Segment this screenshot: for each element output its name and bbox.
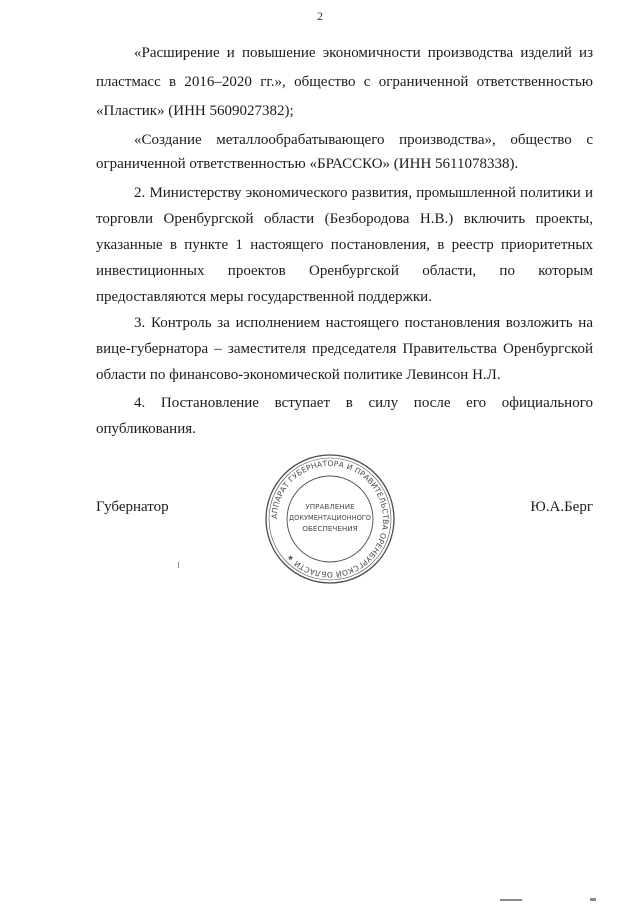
- signature-name: Ю.А.Берг: [530, 499, 593, 515]
- paragraph-4-line-1: 3. Контроль за исполнением настоящего постановления возложить на: [134, 315, 593, 331]
- paragraph-4-line-2: вице-губернатора – заместителя председателя Правительства Оренбургской: [96, 341, 593, 357]
- paragraph-3-line-5: предоставляются меры государственной поддержки.: [96, 289, 432, 305]
- paragraph-3-line-4: инвестиционных проектов Оренбургской области, по которым: [96, 263, 593, 279]
- seal-stamp-graphic: [263, 452, 397, 586]
- scan-speck: [500, 899, 522, 901]
- seal-ring-text: АППАРАТ ГУБЕРНАТОРА И ПРАВИТЕЛЬСТВА ОРЕНБУРГСКОЙ ОБЛАСТИ ★: [269, 458, 391, 580]
- scan-speck: [590, 898, 596, 901]
- seal-center-line-3: ОБЕСПЕЧЕНИЯ: [302, 524, 358, 533]
- paragraph-1-line-2: пластмасс в 2016–2020 гг.», общество с ограниченной ответственностью: [96, 74, 593, 90]
- paragraph-5-line-2: опубликования.: [96, 421, 196, 437]
- seal-center-line-2: ДОКУМЕНТАЦИОННОГО: [289, 514, 371, 522]
- page-number: 2: [317, 9, 323, 23]
- paragraph-3-line-2: торговли Оренбургской области (Безбородова Н.В.) включить проекты,: [96, 211, 593, 227]
- paragraph-1-line-1: «Расширение и повышение экономичности производства изделий из: [134, 45, 593, 61]
- paragraph-3-line-3: указанные в пункте 1 настоящего постановления, в реестр приоритетных: [96, 237, 593, 253]
- official-seal: [263, 452, 397, 586]
- paragraph-3-line-1: 2. Министерству экономического развития, промышленной политики и: [134, 185, 593, 201]
- paragraph-5-line-1: 4. Постановление вступает в силу после его официального: [134, 395, 593, 411]
- paragraph-1-line-3: «Пластик» (ИНН 5609027382);: [96, 103, 294, 119]
- signature-title: Губернатор: [96, 499, 169, 515]
- paragraph-2-line-1: «Создание металлообрабатывающего производства», общество с: [134, 132, 593, 148]
- scan-speck: [178, 562, 179, 568]
- paragraph-4-line-3: области по финансово-экономической политике Левинсон Н.Л.: [96, 367, 501, 383]
- seal-center-line-1: УПРАВЛЕНИЕ: [305, 502, 355, 511]
- paragraph-2-line-2: ограниченной ответственностью «БРАССКО» (ИНН 5611078338).: [96, 156, 519, 172]
